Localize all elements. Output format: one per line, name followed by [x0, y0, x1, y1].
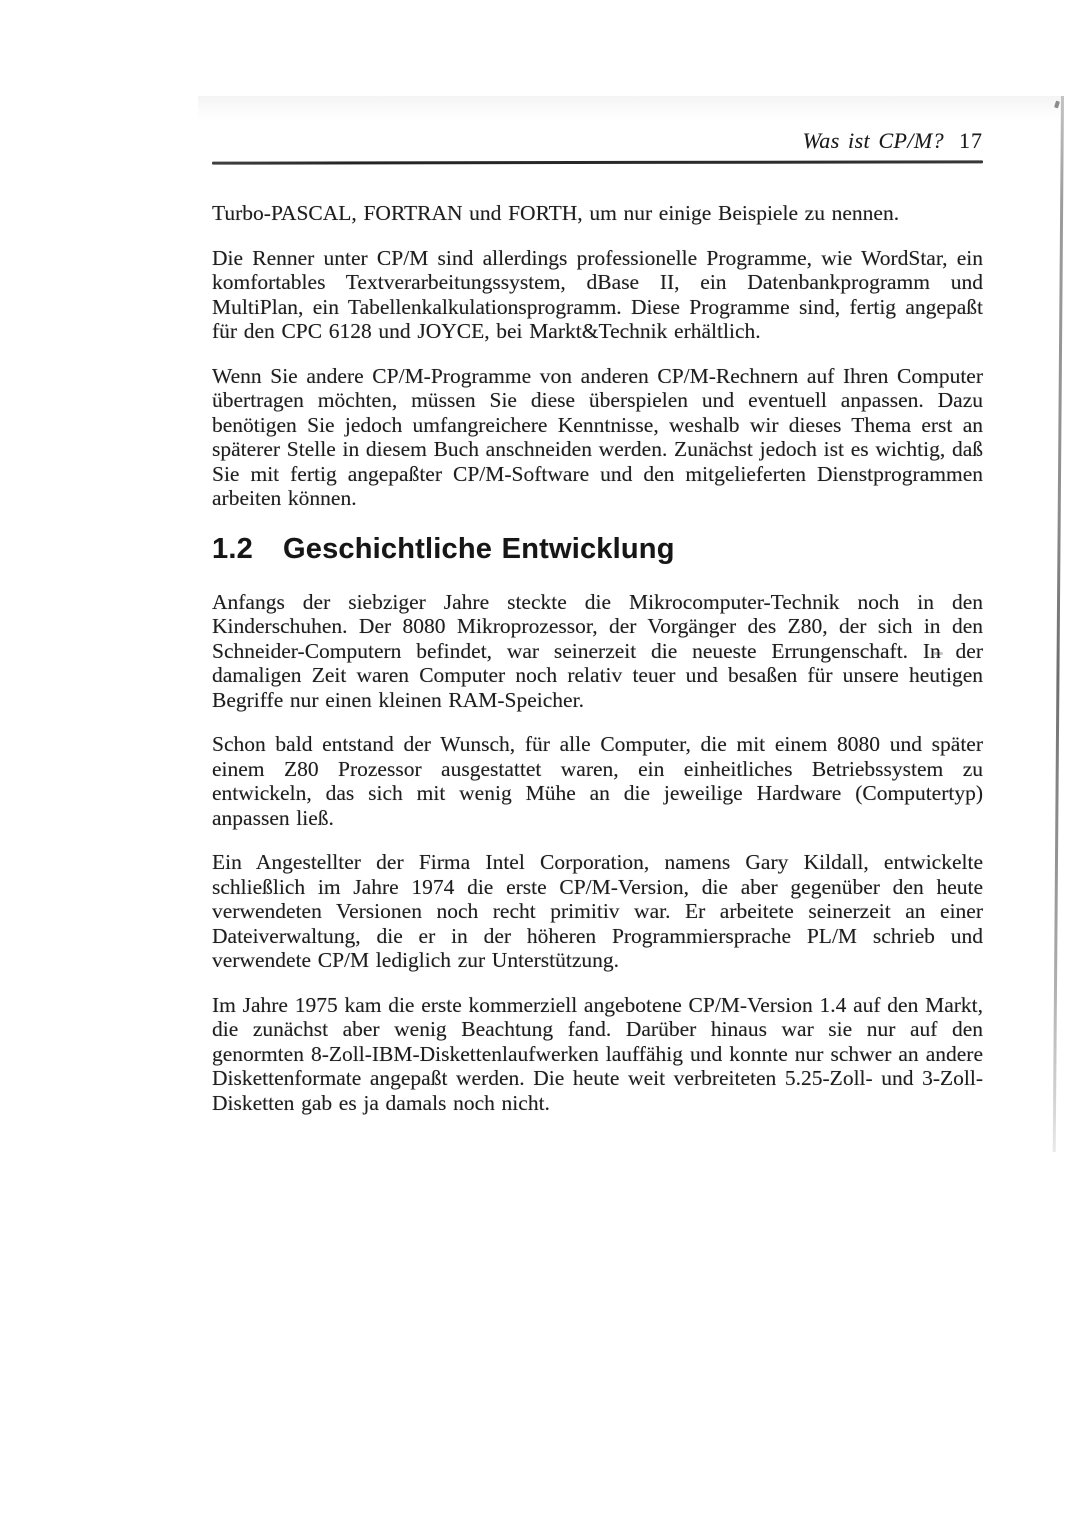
paragraph: Die Renner unter CP/M sind allerdings professionelle Programme, wie WordStar, ein komfortables Textverarbeitungssystem, dBase II, ein Datenbankprogramm und MultiPlan, ein Tabellenkalkulationsprogramm. Diese Programme sind, fertig angepaßt für den CPC 6128 und JOYCE, bei Markt&Technik erhältlich.: [212, 245, 983, 343]
paragraph: Anfangs der siebziger Jahre steckte die Mikrocomputer-Technik noch in den Kinderschuhen. Der 8080 Mikroprozessor, der Vorgänger des Z80, der sich in den Schneider-Computern befindet, war seinerzeit die neueste Errungenschaft. In der damaligen Zeit waren Computer noch relativ teuer und besaßen für unsere heutigen Begriffe nur einen kleinen RAM-Speicher.: [212, 589, 983, 712]
page-content: [212, 126, 983, 1135]
scan-top-edge-shadow: [198, 96, 1064, 122]
paragraph: Turbo-PASCAL, FORTRAN und FORTH, um nur einige Beispiele zu nennen.: [212, 201, 900, 225]
paragraph: Im Jahre 1975 kam die erste kommerziell angebotene CP/M-Version 1.4 auf den Markt, die zunächst aber wenig Beachtung fand. Darüber hinaus war sie nur auf den genormten 8-Zoll-IBM-Diskettenlaufwerken lauffähig und konnte nur schwer an andere Diskettenformate angepaßt werden. Die heute weit verbreiteten 5.25-Zoll- und 3-Zoll-Disketten gab es ja damals noch nicht.: [212, 992, 983, 1115]
paragraph: Schon bald entstand der Wunsch, für alle Computer, die mit einem 8080 und später einem Z80 Prozessor ausgestattet waren, ein einheitliches Betriebssystem zu entwickeln, das sich mit wenig Mühe an die jeweilige Hardware (Computertyp) anpassen ließ.: [212, 732, 983, 830]
paragraph: Ein Angestellter der Firma Intel Corporation, namens Gary Kildall, entwickelte schließlich im Jahre 1974 die erste CP/M-Version, die aber gegenüber den heute verwendeten Versionen noch recht primitiv war. Er arbeitete seinerzeit an einer Dateiverwaltung, die er in der höheren Programmiersprache PL/M schrieb und verwendete CP/M lediglich zur Unterstützung.: [212, 850, 983, 972]
paragraph: Wenn Sie andere CP/M-Programme von anderen CP/M-Rechnern auf Ihren Computer übertragen möchten, müssen Sie diese überspielen und eventuell anpassen. Dazu benötigen Sie jedoch umfangreichere Kenntnisse, weshalb wir dieses Thema erst an späterer Stelle in diesem Buch anschneiden werden. Zunächst jedoch ist es wichtig, daß Sie mit fertig angepaßter CP/M-Software und den mitgelieferten Dienstprogrammen arbeiten können.: [212, 363, 983, 510]
running-header: [212, 126, 983, 156]
body-text: [212, 201, 983, 1115]
section-title: Geschichtliche Entwicklung: [283, 532, 675, 565]
section-number: 1.2: [212, 532, 253, 565]
running-header-chapter-title: Was ist CP/M?: [802, 128, 944, 153]
page-number: 17: [959, 128, 983, 153]
scan-right-edge-line: [1053, 96, 1064, 1152]
header-rule: [212, 160, 983, 164]
section-heading: [212, 531, 983, 567]
